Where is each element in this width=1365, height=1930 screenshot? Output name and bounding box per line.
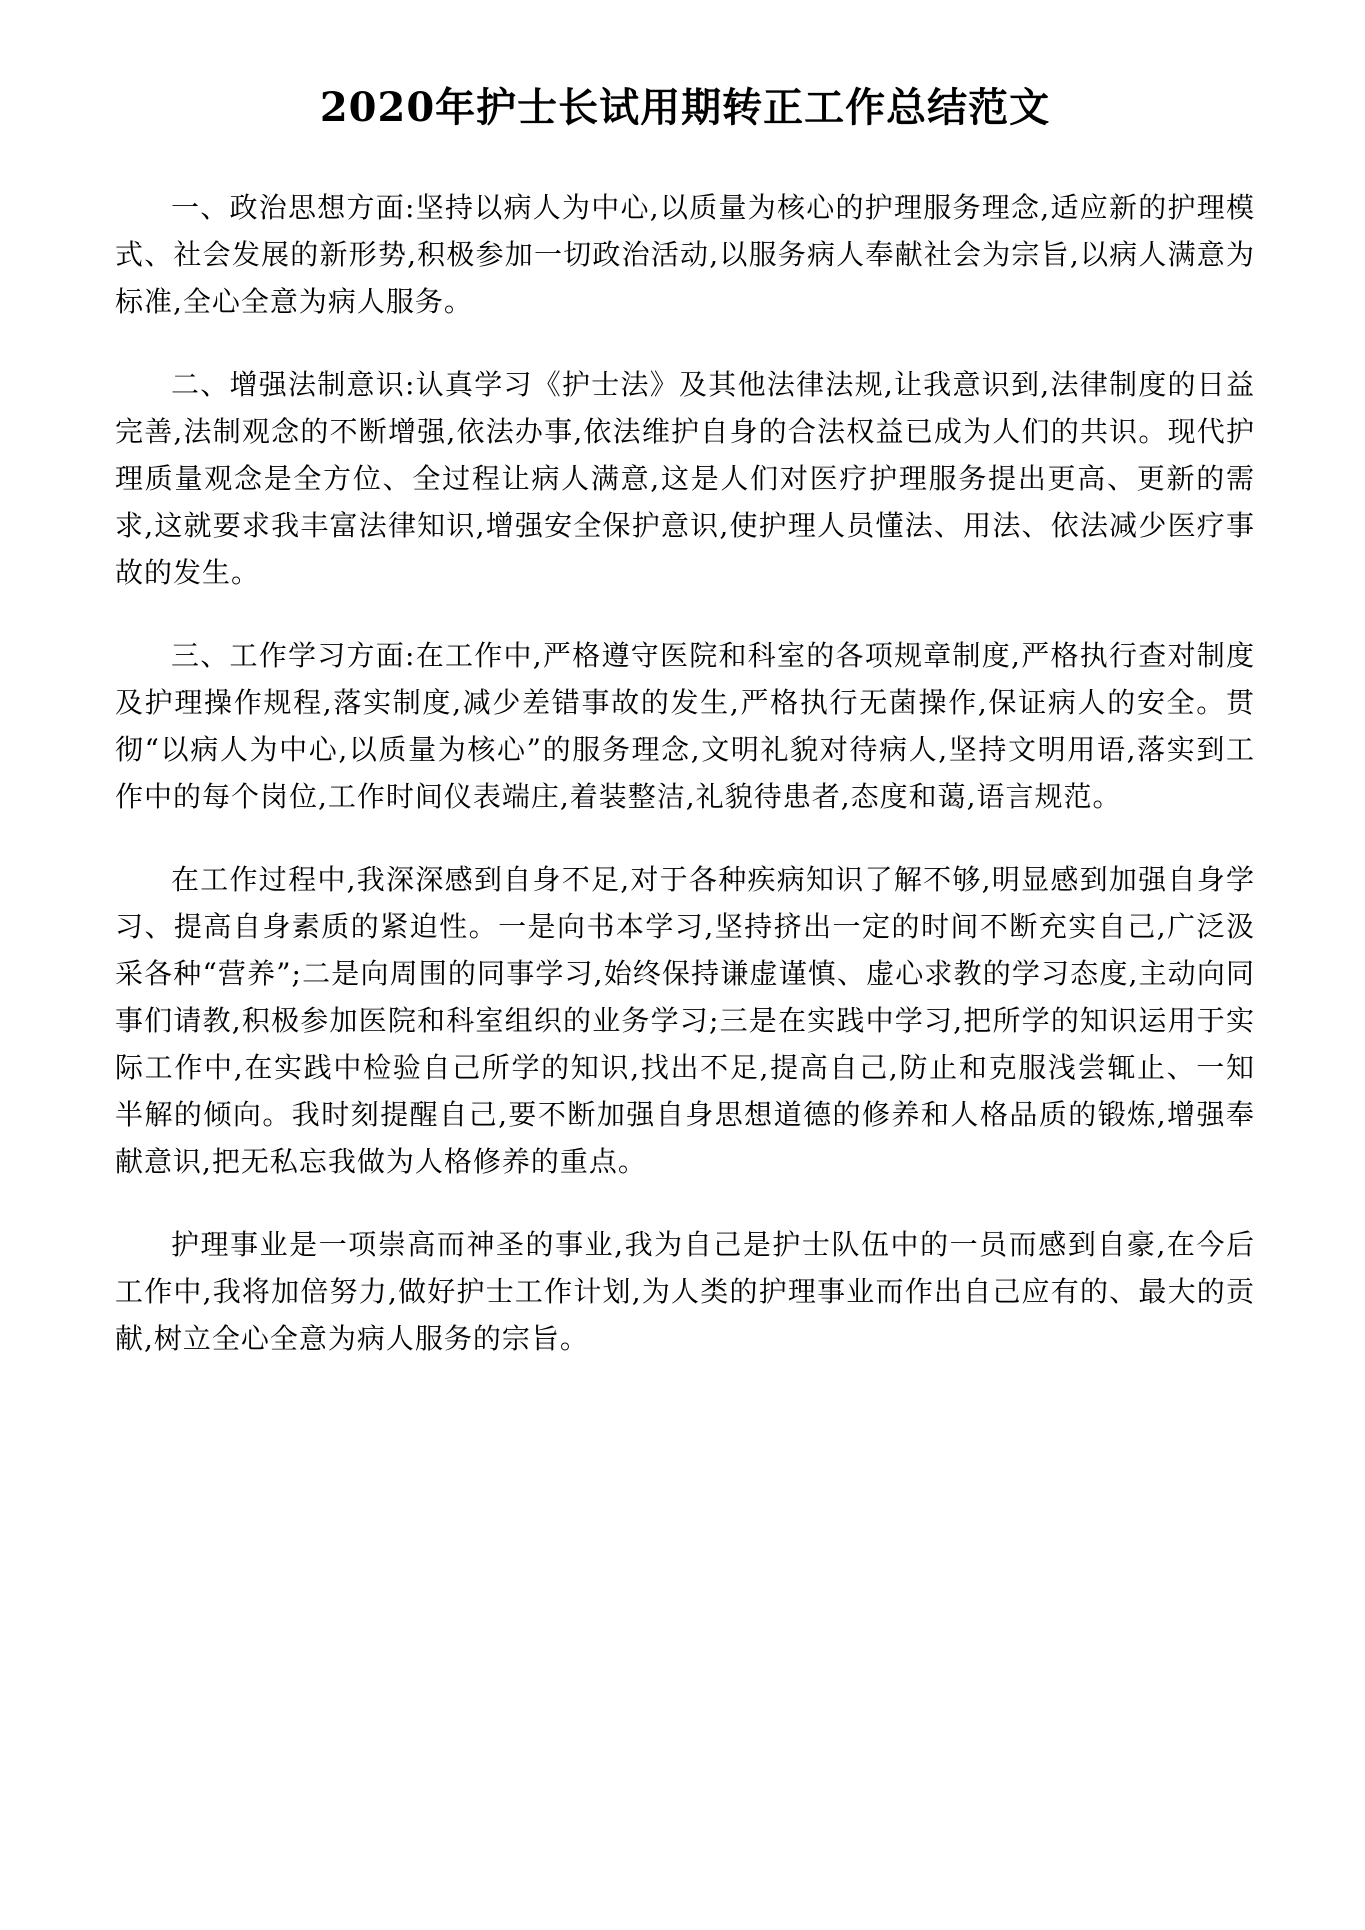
paragraph-self-improvement: 在工作过程中,我深深感到自身不足,对于各种疾病知识了解不够,明显感到加强自身学习、提高自身素质的紧迫性。一是向书本学习,坚持挤出一定的时间不断充实自己,广泛汲采各种“营养”;二是向周围的同事学习,始终保持谦虚谨慎、虚心求教的学习态度,主动向同事们请教,积极参加医院和科室组织的业务学习;三是在实践中学习,把所学的知识运用于实际工作中,在实践中检验自己所学的知识,找出不足,提高自己,防止和克服浅尝辄止、一知半解的倾向。我时刻提醒自己,要不断加强自身思想道德的修养和人格品质的锻炼,增强奉献意识,把无私忘我做为人格修养的重点。 [115,863,1255,1178]
paragraph-conclusion: 护理事业是一项崇高而神圣的事业,我为自己是护士队伍中的一员而感到自豪,在今后工作中,我将加倍努力,做好护士工作计划,为人类的护理事业而作出自己应有的、最大的贡献,树立全心全意为病人服务的宗旨。 [115,1228,1255,1355]
paragraph-political-thought: 一、政治思想方面:坚持以病人为中心,以质量为核心的护理服务理念,适应新的护理模式、社会发展的新形势,积极参加一切政治活动,以服务病人奉献社会为宗旨,以病人满意为标准,全心全意为病人服务。 [115,191,1255,318]
paragraph-work-study: 三、工作学习方面:在工作中,严格遵守医院和科室的各项规章制度,严格执行查对制度及护理操作规程,落实制度,减少差错事故的发生,严格执行无菌操作,保证病人的安全。贯彻“以病人为中心,以质量为核心”的服务理念,文明礼貌对待病人,坚持文明用语,落实到工作中的每个岗位,工作时间仪表端庄,着装整洁,礼貌待患者,态度和蔼,语言规范。 [115,639,1255,813]
document-title: 2020年护士长试用期转正工作总结范文 [319,84,1051,131]
paragraph-legal-awareness: 二、增强法制意识:认真学习《护士法》及其他法律法规,让我意识到,法律制度的日益完善,法制观念的不断增强,依法办事,依法维护自身的合法权益已成为人们的共识。现代护理质量观念是全方位、全过程让病人满意,这是人们对医疗护理服务提出更高、更新的需求,这就要求我丰富法律知识,增强安全保护意识,使护理人员懂法、用法、依法减少医疗事故的发生。 [115,368,1255,589]
